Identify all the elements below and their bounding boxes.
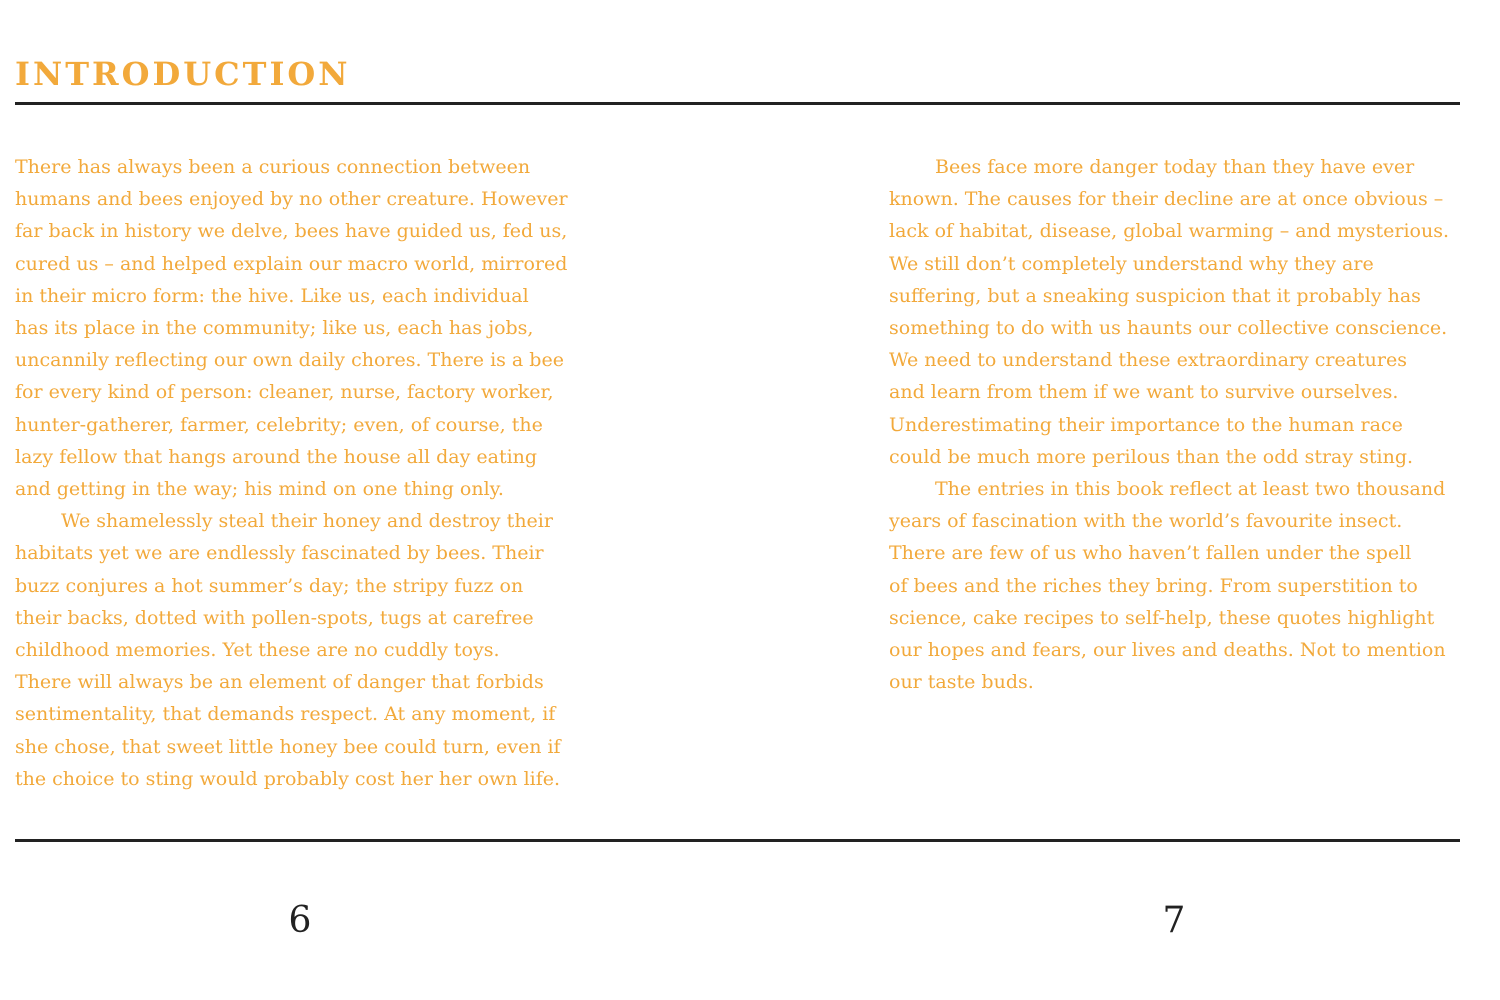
page-number-right: 7 bbox=[1162, 900, 1186, 941]
text-line: sentimentality, that demands respect. At any moment, if bbox=[15, 703, 556, 726]
text-line: Underestimating their importance to the human race bbox=[889, 413, 1403, 436]
text-line: of bees and the riches they bring. From superstition to bbox=[889, 574, 1418, 597]
text-line: science, cake recipes to self-help, these quotes highlight bbox=[889, 606, 1435, 629]
top-divider bbox=[15, 102, 1460, 105]
text-line: lack of habitat, disease, global warming – and mysterious. bbox=[889, 220, 1450, 243]
text-line: humans and bees enjoyed by no other creature. However bbox=[15, 188, 568, 211]
text-line: The entries in this book reflect at least two thousand bbox=[935, 478, 1446, 501]
text-line: our taste buds. bbox=[889, 671, 1034, 694]
text-line: could be much more perilous than the odd stray sting. bbox=[889, 445, 1414, 468]
text-line: buzz conjures a hot summer’s day; the stripy fuzz on bbox=[15, 574, 524, 597]
text-line: There are few of us who haven’t fallen under the spell bbox=[889, 542, 1412, 565]
text-line: There has always been a curious connection between bbox=[15, 156, 531, 178]
text-line: uncannily reflecting our own daily chores. There is a bee bbox=[15, 349, 564, 372]
text-line: far back in history we delve, bees have guided us, fed us, bbox=[15, 220, 568, 243]
text-line: and getting in the way; his mind on one thing only. bbox=[15, 478, 504, 501]
text-line: We shamelessly steal their honey and destroy their bbox=[61, 510, 553, 533]
text-line: has its place in the community; like us, each has jobs, bbox=[15, 317, 534, 340]
text-line: something to do with us haunts our collective conscience. bbox=[889, 317, 1448, 340]
text-line: childhood memories. Yet these are no cuddly toys. bbox=[15, 639, 500, 662]
text-line: We need to understand these extraordinary creatures bbox=[889, 349, 1408, 372]
text-line: There will always be an element of danger that forbids bbox=[15, 671, 544, 694]
text-line: Bees face more danger today than they have ever bbox=[935, 156, 1415, 178]
text-line: We still don’t completely understand why they are bbox=[889, 252, 1374, 275]
chapter-heading: INTRODUCTION bbox=[15, 55, 351, 93]
text-line: the choice to sting would probably cost her her own life. bbox=[15, 767, 561, 790]
bottom-divider bbox=[15, 839, 1460, 842]
page-number-left: 6 bbox=[288, 900, 312, 941]
text-line: their backs, dotted with pollen-spots, tugs at carefree bbox=[15, 606, 534, 629]
text-line: years of fascination with the world’s favourite insect. bbox=[889, 510, 1403, 533]
text-line: lazy fellow that hangs around the house all day eating bbox=[15, 445, 538, 468]
text-line: habitats yet we are endlessly fascinated by bees. Their bbox=[15, 542, 544, 565]
text-line: suffering, but a sneaking suspicion that it probably has bbox=[889, 284, 1421, 307]
right-column-text bbox=[889, 151, 1464, 698]
text-line: hunter-gatherer, farmer, celebrity; even, of course, the bbox=[15, 413, 543, 436]
text-line: in their micro form: the hive. Like us, each individual bbox=[15, 284, 529, 307]
text-line: cured us – and helped explain our macro world, mirrored bbox=[15, 252, 568, 275]
text-line: our hopes and fears, our lives and deaths. Not to mention bbox=[889, 639, 1446, 662]
text-line: known. The causes for their decline are at once obvious – bbox=[889, 188, 1444, 211]
text-line: for every kind of person: cleaner, nurse, factory worker, bbox=[15, 381, 554, 404]
text-line: and learn from them if we want to survive ourselves. bbox=[889, 381, 1399, 404]
left-column-text bbox=[15, 151, 590, 795]
text-line: she chose, that sweet little honey bee could turn, even if bbox=[15, 735, 561, 758]
